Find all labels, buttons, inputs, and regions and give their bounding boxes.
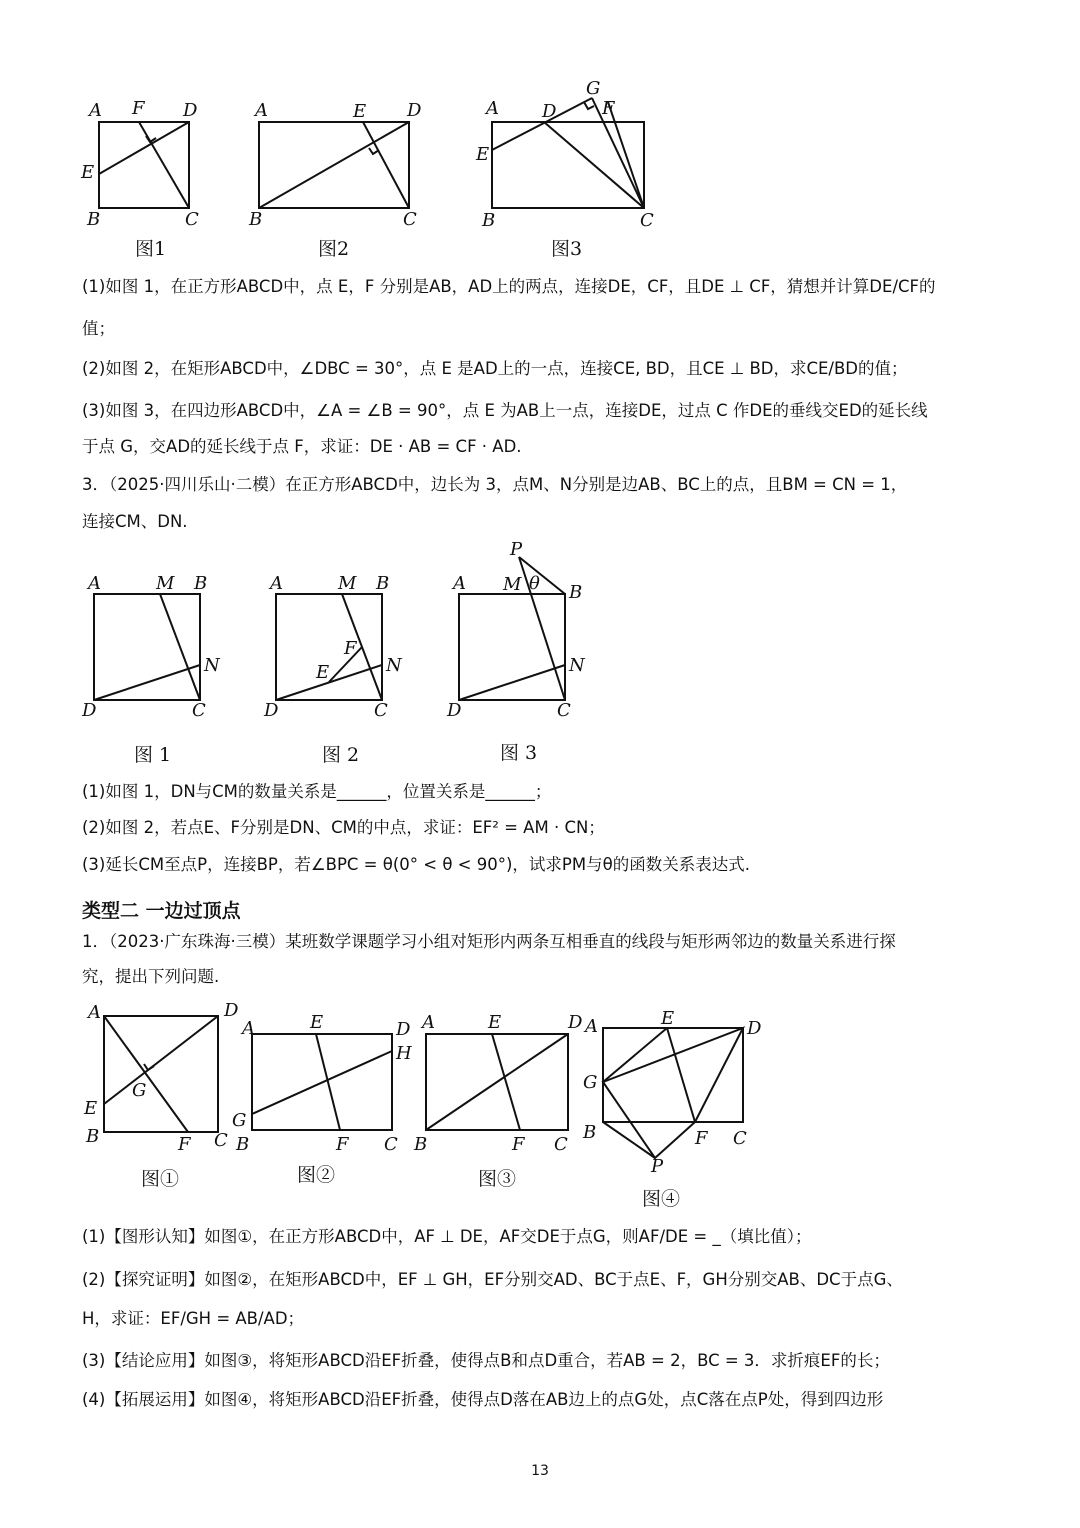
svg-text:C: C xyxy=(384,1134,398,1155)
svg-text:B: B xyxy=(376,573,390,594)
svg-text:G: G xyxy=(583,1072,598,1093)
type2-figure-2 xyxy=(230,1005,420,1155)
svg-text:M: M xyxy=(338,573,357,594)
svg-text:F: F xyxy=(512,1134,525,1155)
svg-text:C: C xyxy=(403,209,417,230)
q3-fig-caption-3: 图 3 xyxy=(500,742,538,764)
svg-text:F: F xyxy=(178,1134,191,1155)
svg-text:P: P xyxy=(651,1156,664,1177)
fig-caption-1: 图1 xyxy=(135,238,167,260)
svg-text:M: M xyxy=(156,573,175,594)
q2-part2: (2)如图 2，在矩形ABCD中，∠DBC = 30°，点 E 是AD上的一点，连接CE, BD，且CE ⊥ BD，求CE/BD的值； xyxy=(82,359,908,378)
svg-text:C: C xyxy=(192,700,206,721)
type2-fig-caption-2: 图② xyxy=(297,1164,336,1186)
q3-part3: (3)延长CM至点P，连接BP，若∠BPC = θ(0° < θ < 90°)，试求PM与θ的函数关系表达式. xyxy=(82,855,750,874)
svg-text:A: A xyxy=(88,1002,101,1023)
q3-fig-caption-2: 图 2 xyxy=(322,744,360,766)
svg-text:B: B xyxy=(194,573,208,594)
svg-text:B: B xyxy=(569,582,583,603)
type2-fig-caption-3: 图③ xyxy=(478,1168,517,1190)
q3-intro-line2: 连接CM、DN. xyxy=(82,512,188,531)
svg-text:A: A xyxy=(422,1012,435,1033)
type2-part2-line1: (2)【探究证明】如图②，在矩形ABCD中，EF ⊥ GH，EF分别交AD、BC于点E、F，GH分别交AB、DC于点G、 xyxy=(82,1270,903,1289)
svg-text:θ: θ xyxy=(529,573,540,594)
svg-text:B: B xyxy=(86,1126,100,1147)
svg-text:C: C xyxy=(374,700,388,721)
fig-caption-2: 图2 xyxy=(318,238,350,260)
svg-text:B: B xyxy=(583,1122,597,1143)
q2-part3-line1: (3)如图 3，在四边形ABCD中，∠A = ∠B = 90°，点 E 为AB上一点，连接DE，过点 C 作DE的垂线交ED的延长线 xyxy=(82,401,928,420)
svg-text:E: E xyxy=(81,162,95,183)
svg-text:C: C xyxy=(185,209,199,230)
svg-text:N: N xyxy=(204,655,220,676)
type2-fig-caption-1: 图① xyxy=(141,1168,180,1190)
svg-text:A: A xyxy=(270,573,283,594)
svg-text:D: D xyxy=(407,100,422,121)
svg-text:C: C xyxy=(733,1128,747,1149)
type2-part2-line2: H，求证：EF/GH = AB/AD； xyxy=(82,1309,305,1328)
svg-text:N: N xyxy=(569,655,585,676)
type2-fig-caption-4: 图④ xyxy=(642,1188,681,1210)
svg-text:A: A xyxy=(453,573,466,594)
svg-text:G: G xyxy=(132,1080,147,1101)
fig-caption-3: 图3 xyxy=(551,238,583,260)
type2-intro-line2: 究，提出下列问题. xyxy=(82,967,220,986)
svg-text:G: G xyxy=(232,1110,247,1131)
svg-text:C: C xyxy=(214,1130,228,1151)
svg-text:D: D xyxy=(542,101,557,122)
svg-text:D: D xyxy=(82,700,97,721)
svg-text:G: G xyxy=(586,78,601,99)
svg-text:D: D xyxy=(224,1000,239,1021)
svg-text:B: B xyxy=(482,210,496,231)
svg-text:E: E xyxy=(476,144,490,165)
figure-row1-fig3 xyxy=(470,80,660,230)
svg-text:B: B xyxy=(249,209,263,230)
svg-text:E: E xyxy=(310,1012,324,1033)
svg-text:F: F xyxy=(132,98,145,119)
svg-text:D: D xyxy=(747,1018,762,1039)
svg-text:A: A xyxy=(585,1016,598,1037)
type2-figure-3 xyxy=(410,1005,590,1155)
svg-text:E: E xyxy=(84,1098,98,1119)
svg-text:E: E xyxy=(661,1008,675,1029)
svg-text:C: C xyxy=(640,210,654,231)
svg-text:E: E xyxy=(353,101,367,122)
type2-figure-1 xyxy=(80,1000,250,1160)
q3-intro-line1: 3．（2025·四川乐山·二模）在正方形ABCD中，边长为 3，点M、N分别是边AB、BC上的点，且BM = CN = 1， xyxy=(82,475,908,494)
svg-text:B: B xyxy=(236,1134,250,1155)
svg-text:F: F xyxy=(695,1128,708,1149)
q3-figure-1 xyxy=(80,570,230,725)
q3-fig-caption-1: 图 1 xyxy=(134,744,172,766)
svg-text:B: B xyxy=(414,1134,428,1155)
q2-part3-line2: 于点 G，交AD的延长线于点 F，求证：DE · AB = CF · AD. xyxy=(82,437,522,456)
svg-text:A: A xyxy=(242,1018,255,1039)
section-heading-type2: 类型二 一边过顶点 xyxy=(82,900,241,922)
q3-part1: (1)如图 1，DN与CM的数量关系是______，位置关系是______； xyxy=(82,782,552,801)
q2-part1-line2: 值； xyxy=(82,319,115,338)
svg-text:N: N xyxy=(386,655,402,676)
svg-text:F: F xyxy=(336,1134,349,1155)
svg-text:D: D xyxy=(568,1012,583,1033)
figure-row1-fig1 xyxy=(75,90,215,230)
svg-text:A: A xyxy=(89,100,102,121)
svg-text:C: C xyxy=(554,1134,568,1155)
svg-text:D: D xyxy=(396,1019,411,1040)
svg-text:H: H xyxy=(396,1043,412,1064)
q3-part2: (2)如图 2，若点E、F分别是DN、CM的中点，求证：EF² = AM · CN； xyxy=(82,818,605,837)
svg-text:F: F xyxy=(344,638,357,659)
svg-text:B: B xyxy=(87,209,101,230)
q2-part1-line1: (1)如图 1，在正方形ABCD中，点 E，F 分别是AB，AD上的两点，连接DE，CF，且DE ⊥ CF，猜想并计算DE/CF的 xyxy=(82,277,936,296)
page-number: 13 xyxy=(531,1463,549,1479)
svg-text:A: A xyxy=(88,573,101,594)
svg-text:A: A xyxy=(486,98,499,119)
type2-intro-line1: 1．（2023·广东珠海·三模）某班数学课题学习小组对矩形内两条互相垂直的线段与矩形两邻边的数量关系进行探 xyxy=(82,932,896,951)
q3-figure-2 xyxy=(262,570,412,725)
svg-text:E: E xyxy=(488,1012,502,1033)
svg-text:F: F xyxy=(602,98,615,119)
type2-figure-4 xyxy=(575,1000,775,1175)
q3-figure-3 xyxy=(445,539,595,725)
svg-text:P: P xyxy=(510,539,523,560)
figure-row1-fig2 xyxy=(245,90,430,230)
svg-text:E: E xyxy=(316,662,330,683)
svg-text:A: A xyxy=(255,100,268,121)
svg-text:C: C xyxy=(557,700,571,721)
type2-part4: (4)【拓展运用】如图④，将矩形ABCD沿EF折叠，使得点D落在AB边上的点G处，点C落在点P处，得到四边形 xyxy=(82,1390,884,1409)
type2-part1: (1)【图形认知】如图①，在正方形ABCD中，AF ⊥ DE，AF交DE于点G，则AF/DE = _（填比值）； xyxy=(82,1227,812,1246)
svg-text:D: D xyxy=(183,100,198,121)
type2-part3: (3)【结论应用】如图③，将矩形ABCD沿EF折叠，使得点B和点D重合，若AB = 2，BC = 3．求折痕EF的长； xyxy=(82,1351,890,1370)
svg-text:M: M xyxy=(503,574,522,595)
svg-text:D: D xyxy=(264,700,279,721)
svg-text:D: D xyxy=(447,700,462,721)
